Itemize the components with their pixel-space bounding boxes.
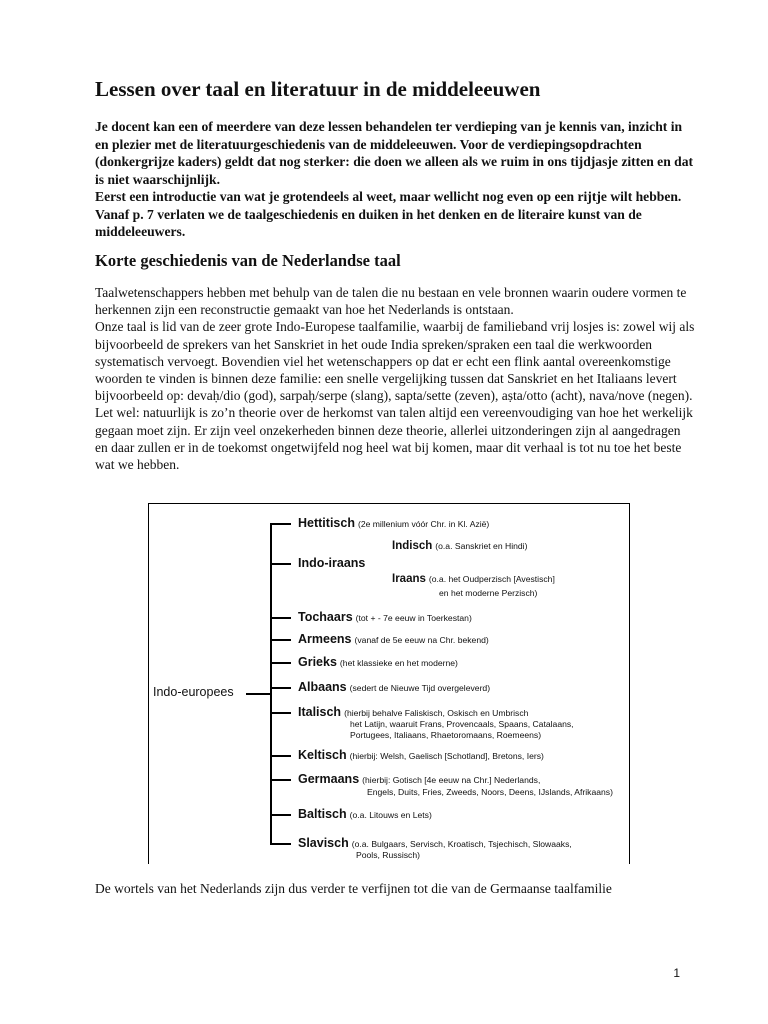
branch-note-line: Engels, Duits, Fries, Zweeds, Noors, Deens, IJslands, Afrikaans) bbox=[367, 787, 613, 797]
branch-italisch bbox=[298, 705, 528, 720]
branch-tick bbox=[271, 563, 291, 565]
branch-note-line: het Latijn, waaruit Frans, Provencaals, Spaans, Catalaans, bbox=[350, 719, 574, 729]
branch-baltisch bbox=[298, 807, 432, 822]
branch-note: (2e millenium vóór Chr. in Kl. Azië) bbox=[357, 519, 490, 529]
branch-note: (tot + - 7e eeuw in Toerkestan) bbox=[355, 613, 472, 623]
subbranch-name: Iraans bbox=[392, 573, 426, 585]
branch-tick bbox=[271, 617, 291, 619]
branch-tochaars bbox=[298, 610, 472, 625]
branch-tick bbox=[271, 662, 291, 664]
subbranch-note: (o.a. het Oudperzisch [Avestisch] bbox=[428, 574, 555, 584]
closing-sentence: De wortels van het Nederlands zijn dus verder te verfijnen tot die van de Germaanse taalfamilie bbox=[95, 881, 612, 896]
branch-albaans bbox=[298, 680, 490, 695]
branch-name: Indo-iraans bbox=[298, 556, 366, 570]
language-family-diagram bbox=[148, 503, 630, 864]
page-number: 1 bbox=[673, 966, 680, 980]
page-title: Lessen over taal en literatuur in de middeleeuwen bbox=[95, 77, 541, 101]
branch-name: Baltisch bbox=[298, 807, 347, 821]
intro-block bbox=[95, 118, 695, 241]
branch-name: Slavisch bbox=[298, 836, 349, 850]
body-paragraph-3: Let wel: natuurlijk is zo’n theorie over de herkomst van talen altijd een vereenvoudiging van hoe het werkelijk gegaan moet zijn. Er zijn veel onzekerheden binnen deze theorie, allerlei uitzonderingen zijn al aangedragen en daar zullen er in de toekomst ongetwijfeld nog heel wat bij komen, maar dit verhaal is tot nu toe het beste wat we hebben. bbox=[95, 405, 693, 473]
branch-note-line: Portugees, Italiaans, Rhaetoromaans, Roemeens) bbox=[350, 730, 542, 740]
branch-name: Albaans bbox=[298, 680, 347, 694]
branch-note: (vanaf de 5e eeuw na Chr. bekend) bbox=[354, 635, 489, 645]
branch-name: Italisch bbox=[298, 705, 342, 719]
section-heading: Korte geschiedenis van de Nederlandse taal bbox=[95, 251, 401, 270]
branch-armeens bbox=[298, 632, 489, 647]
body-text bbox=[95, 284, 695, 473]
branch-indo-iraans bbox=[298, 556, 365, 570]
branch-tick bbox=[271, 755, 291, 757]
branch-tick bbox=[271, 843, 291, 845]
branch-name: Armeens bbox=[298, 632, 352, 646]
branch-keltisch bbox=[298, 748, 544, 763]
branch-note-line: Pools, Russisch) bbox=[356, 850, 420, 860]
branch-note: (hierbij: Welsh, Gaelisch [Schotland], Bretons, Iers) bbox=[349, 751, 544, 761]
branch-note: (het klassieke en het moderne) bbox=[339, 658, 458, 668]
branch-hettitisch bbox=[298, 516, 489, 531]
branch-tick bbox=[271, 687, 291, 689]
branch-tick bbox=[271, 639, 291, 641]
branch-note: (hierbij: Gotisch [4e eeuw na Chr.] Nederlands, bbox=[362, 775, 541, 785]
intro-paragraph-2: Eerst een introductie van wat je grotendeels al weet, maar wellicht nog even op een rijtje wilt hebben. Vanaf p. 7 verlaten we de taalgeschiedenis en duiken in het denken en de literaire kunst van de middeleeuwers. bbox=[95, 189, 682, 239]
root-connector-line bbox=[246, 693, 270, 695]
branch-slavisch bbox=[298, 836, 572, 851]
subbranch-name: Indisch bbox=[392, 540, 433, 552]
branch-name: Hettitisch bbox=[298, 516, 355, 530]
branch-name: Grieks bbox=[298, 655, 337, 669]
branch-tick bbox=[271, 779, 291, 781]
branch-note: (o.a. Litouws en Lets) bbox=[349, 810, 432, 820]
branch-name: Tochaars bbox=[298, 610, 353, 624]
subbranch-note-line: en het moderne Perzisch) bbox=[439, 588, 538, 598]
branch-tick bbox=[271, 523, 291, 525]
branch-grieks bbox=[298, 655, 458, 670]
branch-tick bbox=[271, 712, 291, 714]
body-paragraph-1: Taalwetenschappers hebben met behulp van de talen die nu bestaan en vele bronnen waarin oudere vormen te herkennen zijn een reconstructie gemaakt van hoe het Nederlands is ontstaan. bbox=[95, 285, 687, 318]
branch-name: Germaans bbox=[298, 772, 360, 786]
branch-note: (hierbij behalve Faliskisch, Oskisch en Umbrisch bbox=[344, 708, 529, 718]
subbranch-indisch bbox=[392, 540, 527, 553]
branch-note: (sedert de Nieuwe Tijd overgeleverd) bbox=[349, 683, 491, 693]
subbranch-iraans bbox=[392, 573, 555, 586]
diagram-root-label: Indo-europees bbox=[153, 685, 234, 699]
branch-tick bbox=[271, 814, 291, 816]
body-paragraph-2: Onze taal is lid van de zeer grote Indo-Europese taalfamilie, waarbij de familieband vrij losjes is: zowel wij als bijvoorbeeld de sprekers van het Sanskriet in het oude India spreken/spraken een taal die werkwoorden systematisch vervoegt. Bovendien viel het wetenschappers op dat er echt een flink aantal overeenkomstige woorden te vinden is binnen deze familie: een snelle vergelijking tussen dat Sanskriet en het Italiaans levert bijvoorbeeld op: devaḥ/dio (god), sarpaḥ/serpe (slang), sapta/sette (zeven), aṣta/otto (acht), nava/nove (negen). bbox=[95, 319, 695, 404]
diagram-trunk-line bbox=[270, 523, 272, 845]
branch-name: Keltisch bbox=[298, 748, 347, 762]
subbranch-note: (o.a. Sanskriet en Hindi) bbox=[435, 541, 528, 551]
branch-note: (o.a. Bulgaars, Servisch, Kroatisch, Tsjechisch, Slowaaks, bbox=[351, 839, 572, 849]
branch-germaans bbox=[298, 772, 540, 787]
intro-paragraph-1: Je docent kan een of meerdere van deze lessen behandelen ter verdieping van je kennis van, inzicht in en plezier met de literatuurgeschiedenis van de middeleeuwen. Voor de verdiepingsopdrachten (donkergrijze kaders) geldt dat nog sterker: die doen we alleen als we ruim in ons tijdjasje zitten en dat is niet waarschijnlijk. bbox=[95, 119, 694, 187]
